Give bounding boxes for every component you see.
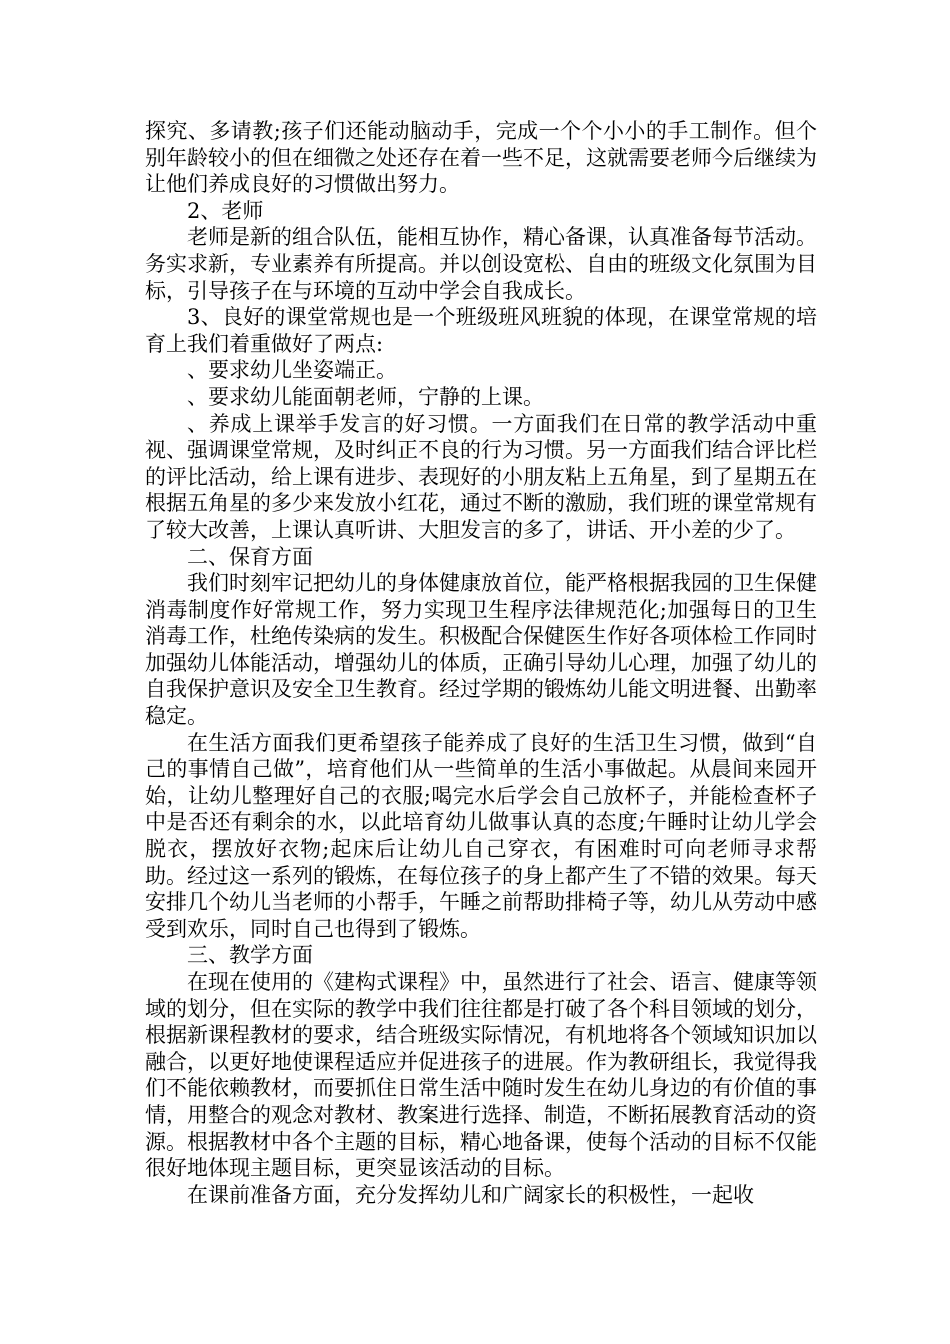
paragraph-childcare: 我们时刻牢记把幼儿的身体健康放首位，能严格根据我园的卫生保健消毒制度作好常规工作，努力实现卫生程序法律规范化;加强每日的卫生消毒工作，杜绝传染病的发生。积极配合保健医生作好各项体检工作同时加强幼儿体能活动，增强幼儿的体质，正确引导幼儿心理，加强了幼儿的自我保护意识及安全卫生教育。经过学期的锻炼幼儿能文明进餐、出勤率稳定。: [145, 571, 817, 729]
paragraph-teaching: 在现在使用的《建构式课程》中，虽然进行了社会、语言、健康等领域的划分，但在实际的教学中我们往往都是打破了各个科目领域的划分，根据新课程教材的要求，结合班级实际情况，有机地将各个领域知识加以融合，以更好地使课程适应并促进孩子的进展。作为教研组长，我觉得我们不能依赖教材，而要抓住日常生活中随时发生在幼儿身边的有价值的事情，用整合的观念对教材、教案进行选择、制造，不断拓展教育活动的资源。根据教材中各个主题的目标，精心地备课，使每个活动的目标不仅能很好地体现主题目标，更突显该活动的目标。: [145, 970, 817, 1181]
paragraph-classroom-rules: 3、良好的课堂常规也是一个班级班风班貌的体现，在课堂常规的培育上我们着重做好了两点:: [145, 305, 817, 356]
heading-teacher: 2、老师: [187, 198, 264, 223]
heading-childcare: 二、保育方面: [187, 544, 313, 569]
list-item-sitting: 、要求幼儿坐姿端正。: [187, 358, 397, 383]
paragraph-teacher: 老师是新的组合队伍，能相互协作，精心备课，认真准备每节活动。务实求新，专业素养有所提高。并以创设宽松、自由的班级文化氛围为目标，引导孩子在与环境的互动中学会自我成长。: [145, 225, 817, 303]
list-item-raise-hand: 、养成上课举手发言的好习惯。一方面我们在日常的教学活动中重视、强调课堂常规，及时纠正不良的行为习惯。另一方面我们结合评比栏的评比活动，给上课有进步、表现好的小朋友粘上五角星，到了星期五在根据五角星的多少来发放小红花，通过不断的激励，我们班的课堂常规有了较大改善，上课认真听讲、大胆发言的多了，讲话、开小差的少了。: [145, 411, 817, 542]
paragraph-daily-life: 在生活方面我们更希望孩子能养成了良好的生活卫生习惯，做到“自己的事情自己做”，培育他们从一些简单的生活小事做起。从晨间来园开始，让幼儿整理好自己的衣服;喝完水后学会自己放杯子，并能检查杯子中是否还有剩余的水，以此培育幼儿做事认真的态度;午睡时让幼儿学会脱衣，摆放好衣物;起床后让幼儿自己穿衣，有困难时可向老师寻求帮助。经过这一系列的锻炼，在每位孩子的身上都产生了不错的效果。每天安排几个幼儿当老师的小帮手，午睡之前帮助排椅子等，幼儿从劳动中感受到欢乐，同时自己也得到了锻炼。: [145, 730, 817, 941]
paragraph-1: 探究、多请教;孩子们还能动脑动手，完成一个个小小的手工制作。但个别年龄较小的但在细微之处还存在着一些不足，这就需要老师今后继续为让他们养成良好的习惯做出努力。: [145, 119, 817, 197]
paragraph-preparation: 在课前准备方面，充分发挥幼儿和广阔家长的积极性，一起收: [187, 1182, 754, 1207]
list-item-face-teacher: 、要求幼儿能面朝老师，宁静的上课。: [187, 384, 544, 409]
document-page: [145, 118, 817, 1208]
heading-teaching: 三、教学方面: [187, 943, 313, 968]
